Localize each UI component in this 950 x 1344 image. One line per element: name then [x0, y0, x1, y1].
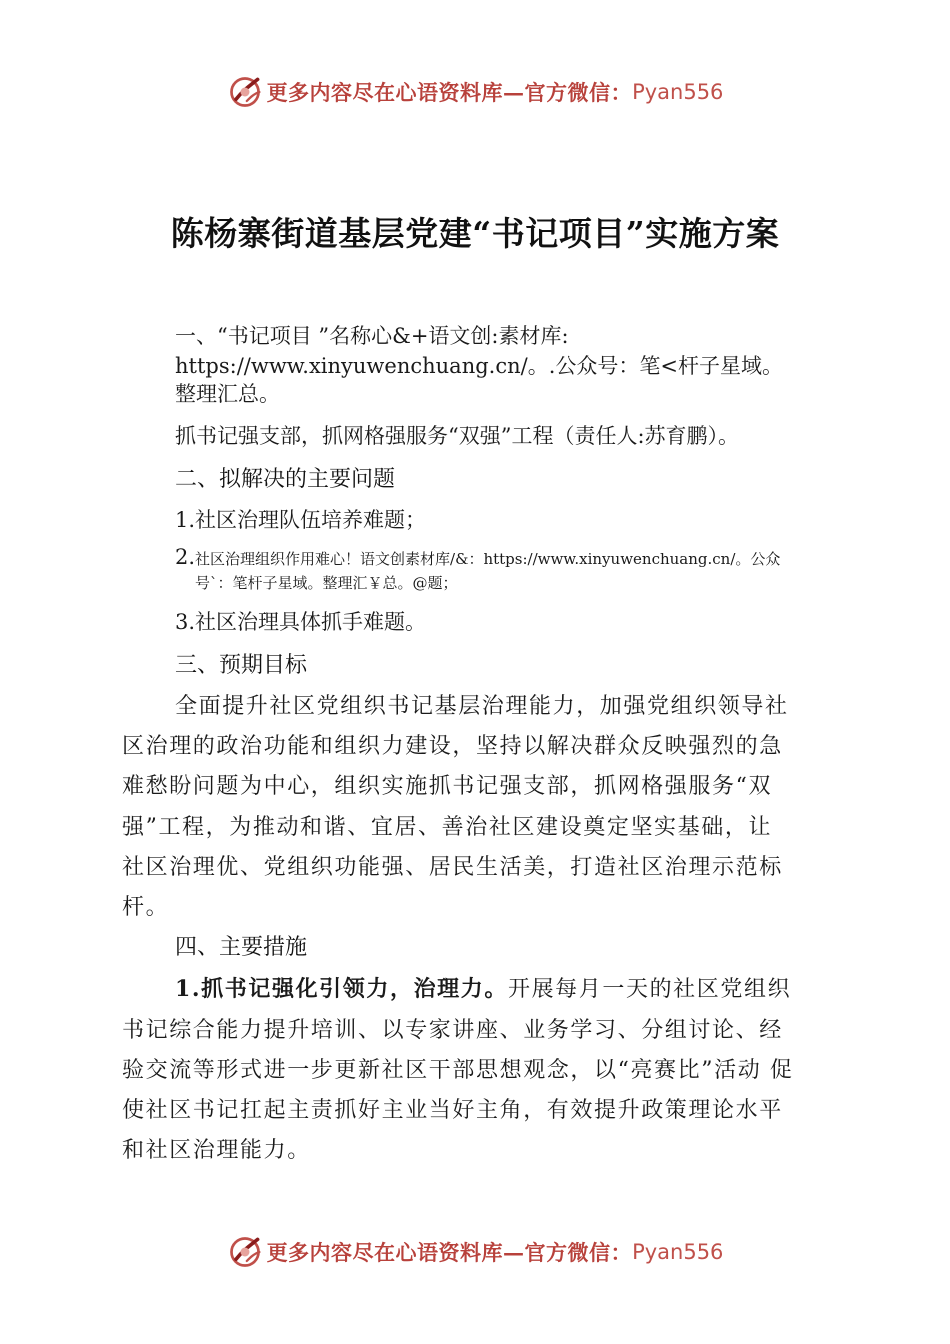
section4-para-line: 和社区治理能力。: [122, 1138, 311, 1163]
section3-para-line: 强”工程，为推动和谐、宜居、善治社区建设奠定坚实基础，让: [122, 815, 773, 840]
section3-para-line: 杆。: [122, 895, 170, 920]
section3-para-line: 社区治理优、党组织功能强、居民生活美，打造社区治理示范标: [122, 855, 783, 880]
section4-para-line: 使社区书记扛起主责抓好主业当好主角，有效提升政策理论水平: [122, 1098, 783, 1123]
banner-text: 更多内容尽在心语资料库—官方微信：: [266, 80, 633, 105]
header-banner: [0, 70, 950, 114]
item-number: 2.: [175, 545, 196, 569]
section3-para-line: 区治理的政治功能和组织力建设，坚持以解决群众反映强烈的急: [122, 734, 783, 759]
footer-banner: [0, 1230, 950, 1274]
section2-item2: [175, 545, 780, 569]
measure-text: 开展每月一天的社区党组织: [507, 977, 792, 1002]
item-number: 1.: [175, 508, 196, 532]
section4-para-line: 书记综合能力提升培训、以专家讲座、业务学习、分组讨论、经: [122, 1018, 783, 1043]
item-text: 社区治理具体抓手难题。: [195, 610, 427, 634]
banner-wechat-id: Pyan556: [632, 80, 724, 104]
banner-wechat-id: Pyan556: [632, 1240, 724, 1264]
section2-item2-line2: 号`：笔杆子星域。整理汇￥总。@题；: [195, 574, 458, 592]
brand-logo-icon: [227, 1234, 263, 1270]
item-number: 3.: [175, 610, 196, 634]
section2-heading: 二、拟解决的主要问题: [175, 467, 396, 492]
section4-heading: 四、主要措施: [175, 935, 308, 960]
section2-item3: [175, 606, 426, 636]
section1-line4: 抓书记强支部，抓网格强服务“双强”工程（责任人:苏育鹏）。: [175, 424, 740, 448]
section1-line3: 整理汇总。: [175, 382, 280, 406]
section1-line2: https://www.xinyuwenchuang.cn/。.公众号：笔<杆子星域。: [175, 354, 783, 378]
section3-para-line: 难愁盼问题为中心，组织实施抓书记强支部，抓网格强服务“双: [122, 774, 773, 799]
item-text: 社区治理组织作用难心！语文创素材库/&：https://www.xinyuwenchuang.cn/。公众: [195, 550, 781, 568]
section3-heading: 三、预期目标: [175, 653, 308, 678]
banner-text: 更多内容尽在心语资料库—官方微信：: [266, 1240, 633, 1265]
section4-para-line: 验交流等形式进一步更新社区干部思想观念，以“亮赛比”活动 促: [122, 1058, 794, 1083]
document-title: 陈杨寨街道基层党建“书记项目”实施方案: [170, 214, 780, 253]
item-text: 社区治理队伍培养难题；: [195, 508, 427, 532]
section4-para-line: [175, 972, 791, 1003]
measure-lead: 1.抓书记强化引领力，治理力。: [175, 976, 508, 1002]
brand-logo-icon: [227, 74, 263, 110]
section2-item1: [175, 504, 426, 534]
section1-line1: 一、“书记项目 ”名称心&+语文创:素材库:: [175, 324, 569, 348]
section3-para-line: 全面提升社区党组织书记基层治理能力，加强党组织领导社: [175, 694, 789, 719]
